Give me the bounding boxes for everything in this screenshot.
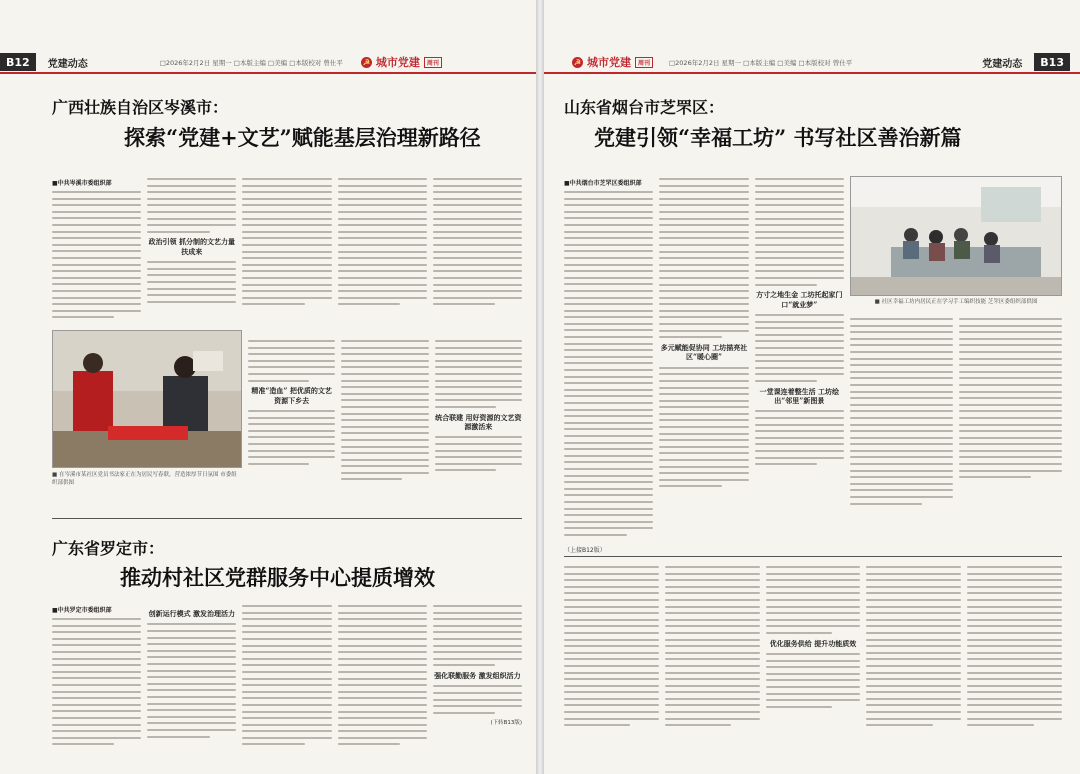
brand-tag: 周刊 xyxy=(635,57,653,68)
article-divider xyxy=(564,556,1062,557)
right-page xyxy=(544,0,1080,774)
party-emblem-icon: ☭ xyxy=(573,57,582,67)
brand-logo xyxy=(361,54,442,70)
left-page xyxy=(0,0,536,774)
brand-tag: 周刊 xyxy=(424,57,442,68)
byline: ■中共岑溪市委组织部 xyxy=(52,180,112,187)
subheading: 创新运行模式 激发治理活力 xyxy=(148,609,236,618)
date-line: □2026年2月2日 星期一 □本版主编 □美编 □本版校对 曾仕平 xyxy=(669,58,853,67)
article-divider xyxy=(52,518,522,519)
subheading: 方寸之地生金 工坊托起家门口“就业梦” xyxy=(756,290,843,309)
article-body xyxy=(564,178,844,538)
page-number: B12 xyxy=(0,53,36,71)
article-kicker: 广东省罗定市： xyxy=(52,539,165,558)
article-continuation-body xyxy=(564,566,1062,766)
article-kicker: 山东省烟台市芝罘区： xyxy=(564,98,725,117)
page-header xyxy=(544,52,1080,74)
subheading: 一堂课连着整生活 工坊绘出“邻里”新图景 xyxy=(759,386,840,405)
article-body-lower xyxy=(248,340,522,505)
subheading: 优化服务供给 提升功能质效 xyxy=(769,638,857,648)
subheading: 多元赋能促协同 工坊描亮社区“暖心圈” xyxy=(660,342,748,362)
page-spine xyxy=(536,0,544,774)
continued-from-note: （上接B12版） xyxy=(564,547,606,554)
subheading: 强化联勤服务 激发组织活力 xyxy=(434,670,521,680)
article-photo xyxy=(52,330,242,468)
brand-name: 城市党建 xyxy=(375,56,420,69)
article-headline: 推动村社区党群服务中心提质增效 xyxy=(120,565,435,590)
section-label: 党建动态 xyxy=(982,58,1023,70)
subheading: 统合联建 用好资源的文艺资源激活来 xyxy=(435,412,522,431)
byline: ■中共罗定市委组织部 xyxy=(52,607,112,614)
article-kicker: 广西壮族自治区岑溪市： xyxy=(52,98,229,117)
photo-caption: ■ 社区幸福工坊内居民正在学习手工编织技能 芝罘区委组织部供图 xyxy=(874,299,1038,305)
party-emblem-icon: ☭ xyxy=(362,57,370,67)
photo-caption: ■ 在岑溪市某社区党员书法家正在为居民写春联，营造浓厚节日氛围 市委组织部供图 xyxy=(52,472,237,486)
date-line: □2026年2月2日 星期一 □本版主编 □美编 □本版校对 曾仕平 xyxy=(159,58,343,67)
article-headline: 探索“党建+文艺”赋能基层治理新路径 xyxy=(124,125,481,150)
brand-logo xyxy=(572,54,653,70)
brand-name: 城市党建 xyxy=(587,56,631,69)
article-body-side xyxy=(850,318,1062,518)
article-headline: 党建引领“幸福工坊” 书写社区善治新篇 xyxy=(594,125,962,150)
subheading: 政治引领 抓分制的文艺力量扶成来 xyxy=(148,237,236,256)
section-label: 党建动态 xyxy=(47,58,88,70)
article-body xyxy=(52,178,522,328)
article-body xyxy=(52,605,522,770)
subheading: 精准“造血” 把优质的文艺资源下乡去 xyxy=(251,386,332,405)
page-number: B13 xyxy=(1034,53,1070,71)
continue-note: (下转B13版) xyxy=(490,720,523,727)
page-header xyxy=(0,52,536,74)
byline: ■中共烟台市芝罘区委组织部 xyxy=(564,180,642,187)
article-photo xyxy=(850,176,1062,296)
